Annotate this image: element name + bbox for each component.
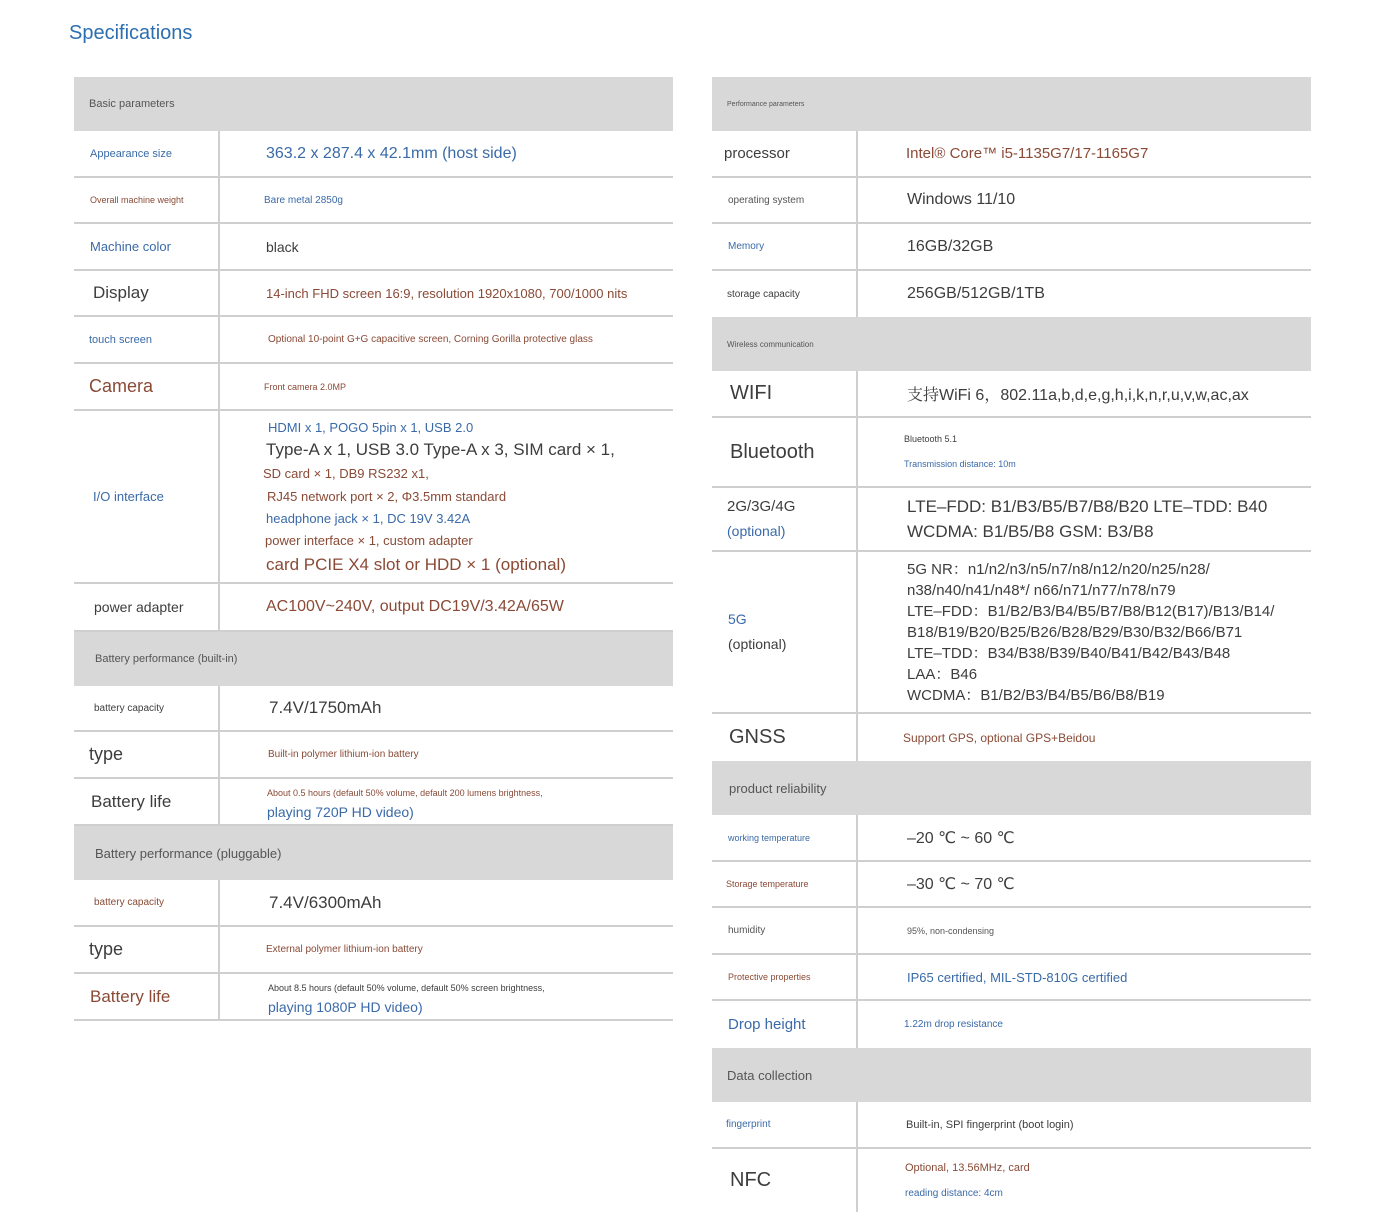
spec-value: Built-in, SPI fingerprint (boot login) bbox=[906, 1118, 1074, 1131]
spec-row-processor bbox=[712, 131, 1311, 178]
spec-row-battery-type bbox=[74, 927, 673, 974]
spec-value: Intel® Core™ i5-1135G7/17-1165G7 bbox=[906, 145, 1149, 162]
spec-row-display bbox=[74, 271, 673, 317]
section-header-reliability: product reliability bbox=[712, 761, 1311, 815]
spec-label: humidity bbox=[712, 908, 858, 953]
section-header-battery-builtin: Battery performance (built-in) bbox=[74, 632, 673, 686]
right-spec-column bbox=[712, 77, 1311, 1212]
spec-value: Bluetooth 5.1 Transmission distance: 10m bbox=[904, 434, 1016, 469]
spec-label: GNSS bbox=[712, 714, 858, 761]
spec-label: Drop height bbox=[712, 1001, 858, 1048]
spec-row-wifi bbox=[712, 371, 1311, 418]
spec-row-adapter bbox=[74, 584, 673, 632]
spec-row-bluetooth bbox=[712, 418, 1311, 488]
spec-row-battery-life bbox=[74, 974, 673, 1021]
spec-row-appearance bbox=[74, 131, 673, 178]
spec-label: 5G (optional) bbox=[712, 552, 858, 712]
section-header-battery-pluggable: Battery performance (pluggable) bbox=[74, 826, 673, 880]
section-header-wireless: Wireless communication bbox=[712, 317, 1311, 371]
spec-row-nfc bbox=[712, 1149, 1311, 1212]
spec-value: Support GPS, optional GPS+Beidou bbox=[903, 730, 1096, 745]
spec-label: Camera bbox=[74, 364, 220, 409]
spec-label: type bbox=[74, 927, 220, 972]
spec-row-battery-life bbox=[74, 779, 673, 826]
spec-row-storage bbox=[712, 271, 1311, 317]
spec-row-storage-temperature bbox=[712, 862, 1311, 908]
section-header-performance: Performance parameters bbox=[712, 77, 1311, 131]
spec-value: –20 ℃ ~ 60 ℃ bbox=[907, 829, 1015, 847]
left-spec-column bbox=[74, 77, 673, 1021]
spec-label: operating system bbox=[712, 178, 858, 222]
spec-value: Built-in polymer lithium-ion battery bbox=[268, 749, 419, 760]
spec-row-protection bbox=[712, 955, 1311, 1001]
spec-row-battery-capacity bbox=[74, 880, 673, 927]
spec-label: fingerprint bbox=[712, 1102, 858, 1147]
spec-value: External polymer lithium-ion battery bbox=[266, 944, 423, 955]
spec-value: About 8.5 hours (default 50% volume, default 50% screen brightness, playing 1080P HD video) bbox=[268, 983, 545, 1015]
spec-row-fingerprint bbox=[712, 1102, 1311, 1149]
spec-label: type bbox=[74, 732, 220, 777]
spec-row-memory bbox=[712, 224, 1311, 271]
spec-label: NFC bbox=[712, 1149, 858, 1212]
spec-label: working temperature bbox=[712, 815, 858, 860]
page-title: Specifications bbox=[69, 22, 193, 44]
spec-row-battery-type bbox=[74, 732, 673, 779]
spec-label: storage capacity bbox=[712, 271, 858, 317]
spec-label: Battery life bbox=[74, 974, 220, 1019]
spec-label: Protective properties bbox=[712, 955, 858, 999]
spec-row-5g bbox=[712, 552, 1311, 714]
spec-value: 363.2 x 287.4 x 42.1mm (host side) bbox=[266, 144, 517, 162]
spec-label: Appearance size bbox=[74, 131, 220, 176]
spec-label: power adapter bbox=[74, 584, 220, 630]
spec-row-weight bbox=[74, 178, 673, 224]
spec-value: HDMI x 1, POGO 5pin x 1, USB 2.0 Type-A x 1, USB 3.0 Type-A x 3, SIM card × 1, SD card × 1, DB9 RS232 x1, RJ45 network port × 2, Φ3.5mm standard headphone jack × 1, DC 19V 3.42A power interface × 1, custom adapter card PCIE X4 slot or HDD × 1 (optional) bbox=[263, 419, 615, 574]
spec-row-gnss bbox=[712, 714, 1311, 761]
spec-row-io bbox=[74, 411, 673, 584]
spec-row-battery-capacity bbox=[74, 686, 673, 732]
spec-value: 95%, non-condensing bbox=[907, 925, 995, 936]
spec-label: battery capacity bbox=[74, 686, 220, 730]
spec-value: 7.4V/1750mAh bbox=[269, 698, 382, 717]
spec-label: Battery life bbox=[74, 779, 220, 824]
spec-value: 256GB/512GB/1TB bbox=[907, 285, 1045, 302]
spec-value: 14-inch FHD screen 16:9, resolution 1920x1080, 700/1000 nits bbox=[266, 285, 628, 301]
spec-label: 2G/3G/4G (optional) bbox=[712, 488, 858, 550]
spec-row-humidity bbox=[712, 908, 1311, 955]
spec-row-color bbox=[74, 224, 673, 271]
spec-value: 16GB/32GB bbox=[907, 237, 994, 255]
spec-value: Front camera 2.0MP bbox=[264, 381, 347, 392]
spec-label: battery capacity bbox=[74, 880, 220, 925]
spec-value: –30 ℃ ~ 70 ℃ bbox=[907, 876, 1015, 893]
spec-row-working-temperature bbox=[712, 815, 1311, 862]
spec-value: Optional 10-point G+G capacitive screen, Corning Gorilla protective glass bbox=[268, 334, 593, 345]
spec-label: Storage temperature bbox=[712, 862, 858, 906]
spec-label: Display bbox=[74, 271, 220, 315]
spec-value: 5G NR：n1/n2/n3/n5/n7/n8/n12/n20/n25/n28/ n38/n40/n41/n48*/ n66/n71/n77/n78/n79 LTE–FDD：B1/B2/B3/B4/B5/B7/B8/B12(B17)/B13/B14/ B18/B19/B20/B25/B26/B28/B29/B30/B32/B66/B71 LTE–TDD：B34/B38/B39/B40/B41/B42/B43/B48 LAA：B46 WCDMA：B1/B2/B3/B4/B5/B6/B8/B19 bbox=[907, 560, 1275, 704]
spec-row-cellular bbox=[712, 488, 1311, 552]
spec-value: About 0.5 hours (default 50% volume, default 200 lumens brightness, playing 720P HD video) bbox=[267, 788, 543, 820]
spec-label: WIFI bbox=[712, 371, 858, 416]
spec-row-os bbox=[712, 178, 1311, 224]
spec-value: 支持WiFi 6，802.11a,b,d,e,g,h,i,k,n,r,u,v,w,ac,ax bbox=[907, 387, 1249, 404]
spec-value: IP65 certified, MIL-STD-810G certified bbox=[907, 969, 1128, 985]
spec-row-touch bbox=[74, 317, 673, 364]
spec-label: Overall machine weight bbox=[74, 178, 220, 222]
section-header-basic: Basic parameters bbox=[74, 77, 673, 131]
spec-value: 1.22m drop resistance bbox=[904, 1019, 1003, 1030]
spec-label: processor bbox=[712, 131, 858, 176]
spec-value: LTE–FDD: B1/B3/B5/B7/B8/B20 LTE–TDD: B40 WCDMA: B1/B5/B8 GSM: B3/B8 bbox=[907, 497, 1268, 541]
spec-row-camera bbox=[74, 364, 673, 411]
spec-value: Bare metal 2850g bbox=[264, 194, 343, 206]
spec-value: black bbox=[266, 238, 299, 255]
spec-value: Optional, 13.56MHz, card reading distance: 4cm bbox=[905, 1161, 1030, 1199]
spec-label: Bluetooth bbox=[712, 418, 858, 486]
spec-label: touch screen bbox=[74, 317, 220, 362]
spec-label: Machine color bbox=[74, 224, 220, 269]
spec-value: 7.4V/6300mAh bbox=[269, 892, 382, 912]
spec-label: I/O interface bbox=[74, 411, 220, 582]
spec-value: AC100V~240V, output DC19V/3.42A/65W bbox=[266, 598, 564, 615]
spec-row-drop-height bbox=[712, 1001, 1311, 1048]
spec-value: Windows 11/10 bbox=[907, 191, 1016, 208]
spec-label: Memory bbox=[712, 224, 858, 269]
section-header-data-collection: Data collection bbox=[712, 1048, 1311, 1102]
